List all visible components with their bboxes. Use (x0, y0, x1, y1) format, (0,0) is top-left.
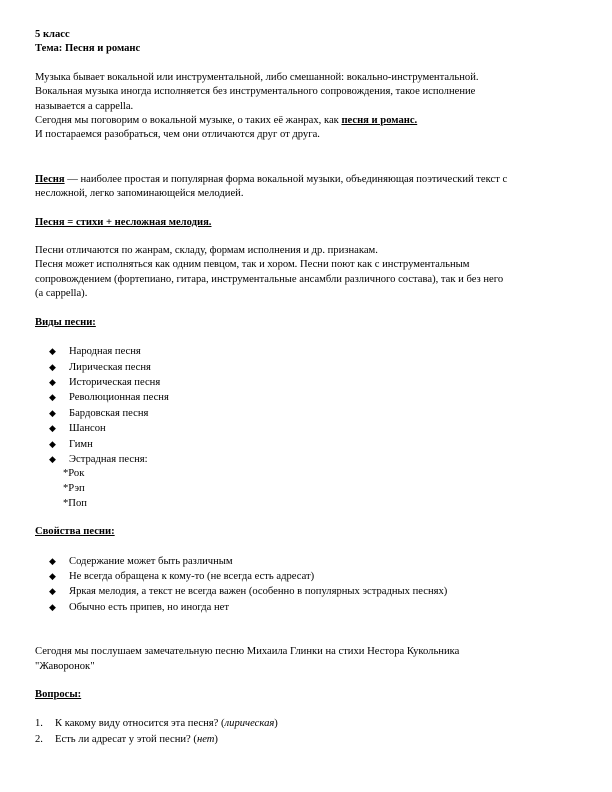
definition-term: Песня (35, 173, 65, 185)
song-types-list (35, 344, 580, 467)
definition-text: — наиболее простая и популярная форма вокальной музыки, объединяющая поэтический текст с (64, 173, 508, 185)
list-item (35, 375, 580, 390)
song-and-romance-emphasis: песня и романс. (341, 115, 418, 127)
song-definition (35, 173, 580, 202)
paragraph-line: Песня может исполняться как одним певцом, так и хором. Песни поют как с инструментальным (35, 259, 470, 271)
list-item-text: Лирическая песня (69, 361, 151, 373)
document-page (35, 28, 580, 748)
bullet-icon: ◆ (49, 361, 56, 372)
list-item-text: Народная песня (69, 346, 141, 358)
song-features-paragraph (35, 244, 580, 302)
intro-line: Вокальная музыка иногда исполняется без инструментального сопровождения, такое исполнение (35, 86, 476, 98)
bullet-icon: ◆ (49, 438, 56, 449)
bullet-icon: ◆ (49, 392, 56, 403)
list-item (35, 600, 580, 615)
list-item-text: Историческая песня (69, 376, 161, 388)
list-item (35, 406, 580, 421)
bullet-icon: ◆ (49, 453, 56, 464)
questions-list (35, 716, 580, 748)
question-close: ) (274, 718, 278, 730)
list-item-text: Обычно есть припев, но иногда нет (69, 601, 229, 613)
list-item-text: Содержание может быть различным (69, 555, 233, 567)
list-item-text: Бардовская песня (69, 407, 149, 419)
question-number: 2. (35, 734, 43, 746)
bullet-icon: ◆ (49, 407, 56, 418)
bullet-icon: ◆ (49, 586, 56, 597)
question-number: 1. (35, 718, 43, 730)
intro-line: называется a cappella. (35, 100, 134, 112)
bullet-icon: ◆ (49, 555, 56, 566)
subgenre-item: *Поп (63, 497, 87, 509)
question-text: Есть ли адресат у этой песни? ( (55, 734, 197, 746)
paragraph-line: сопровождением (фортепиано, гитара, инструментальные ансамбли различного состава), так и без него (35, 273, 504, 285)
list-item (35, 554, 580, 569)
topic-title: Тема: Песня и романс (35, 43, 141, 55)
song-title: "Жаворонок" (35, 660, 95, 672)
types-heading: Виды песни: (35, 316, 96, 328)
list-item (35, 421, 580, 436)
question-answer: лирическая (224, 718, 275, 730)
question-close: ) (214, 734, 218, 746)
properties-heading: Свойства песни: (35, 526, 115, 538)
question-text: К какому виду относится эта песня? ( (55, 718, 225, 730)
questions-heading: Вопросы: (35, 688, 82, 700)
list-item (35, 584, 580, 599)
intro-line: Музыка бывает вокальной или инструментальной, либо смешанной: вокально-инструментальной. (35, 71, 479, 83)
listening-paragraph (35, 645, 580, 674)
bullet-icon: ◆ (49, 423, 56, 434)
list-item-text: Не всегда обращена к кому-то (не всегда есть адресат) (69, 570, 315, 582)
intro-paragraph (35, 71, 580, 143)
list-item-text: Революционная песня (69, 392, 169, 404)
list-item-text: Шансон (69, 423, 106, 435)
paragraph-line: (a cappella). (35, 288, 88, 300)
question-item (35, 732, 580, 748)
subgenre-item: *Рок (63, 468, 85, 480)
question-answer: нет (196, 734, 215, 746)
list-item (35, 437, 580, 452)
list-item (35, 360, 580, 375)
bullet-icon: ◆ (49, 570, 56, 581)
list-item-text: Гимн (69, 438, 93, 450)
paragraph-line: Песни отличаются по жанрам, складу, формам исполнения и др. признакам. (35, 245, 378, 257)
list-item-text: Яркая мелодия, а текст не всегда важен (особенно в популярных эстрадных песнях) (69, 586, 448, 598)
subgenre-item: *Рэп (63, 482, 85, 494)
definition-text: несложной, легко запоминающейся мелодией. (35, 188, 244, 200)
list-item (35, 390, 580, 405)
intro-line-text: Сегодня мы поговорим о вокальной музыке, о таких её жанрах, как (35, 115, 342, 127)
list-item (35, 569, 580, 584)
intro-line (35, 114, 580, 128)
list-item (35, 452, 580, 467)
intro-line: И постараемся разобраться, чем они отличаются друг от друга. (35, 129, 320, 141)
bullet-icon: ◆ (49, 346, 56, 357)
song-formula: Песня = стихи + несложная мелодия. (35, 216, 212, 228)
bullet-icon: ◆ (49, 376, 56, 387)
grade-label: 5 класс (35, 29, 70, 40)
question-item (35, 716, 580, 732)
song-properties-list (35, 554, 580, 616)
list-item (35, 344, 580, 359)
paragraph-line: Сегодня мы послушаем замечательную песню Михаила Глинки на стихи Нестора Кукольника (35, 646, 460, 658)
bullet-icon: ◆ (49, 601, 56, 612)
list-item-text: Эстрадная песня: (69, 453, 148, 465)
